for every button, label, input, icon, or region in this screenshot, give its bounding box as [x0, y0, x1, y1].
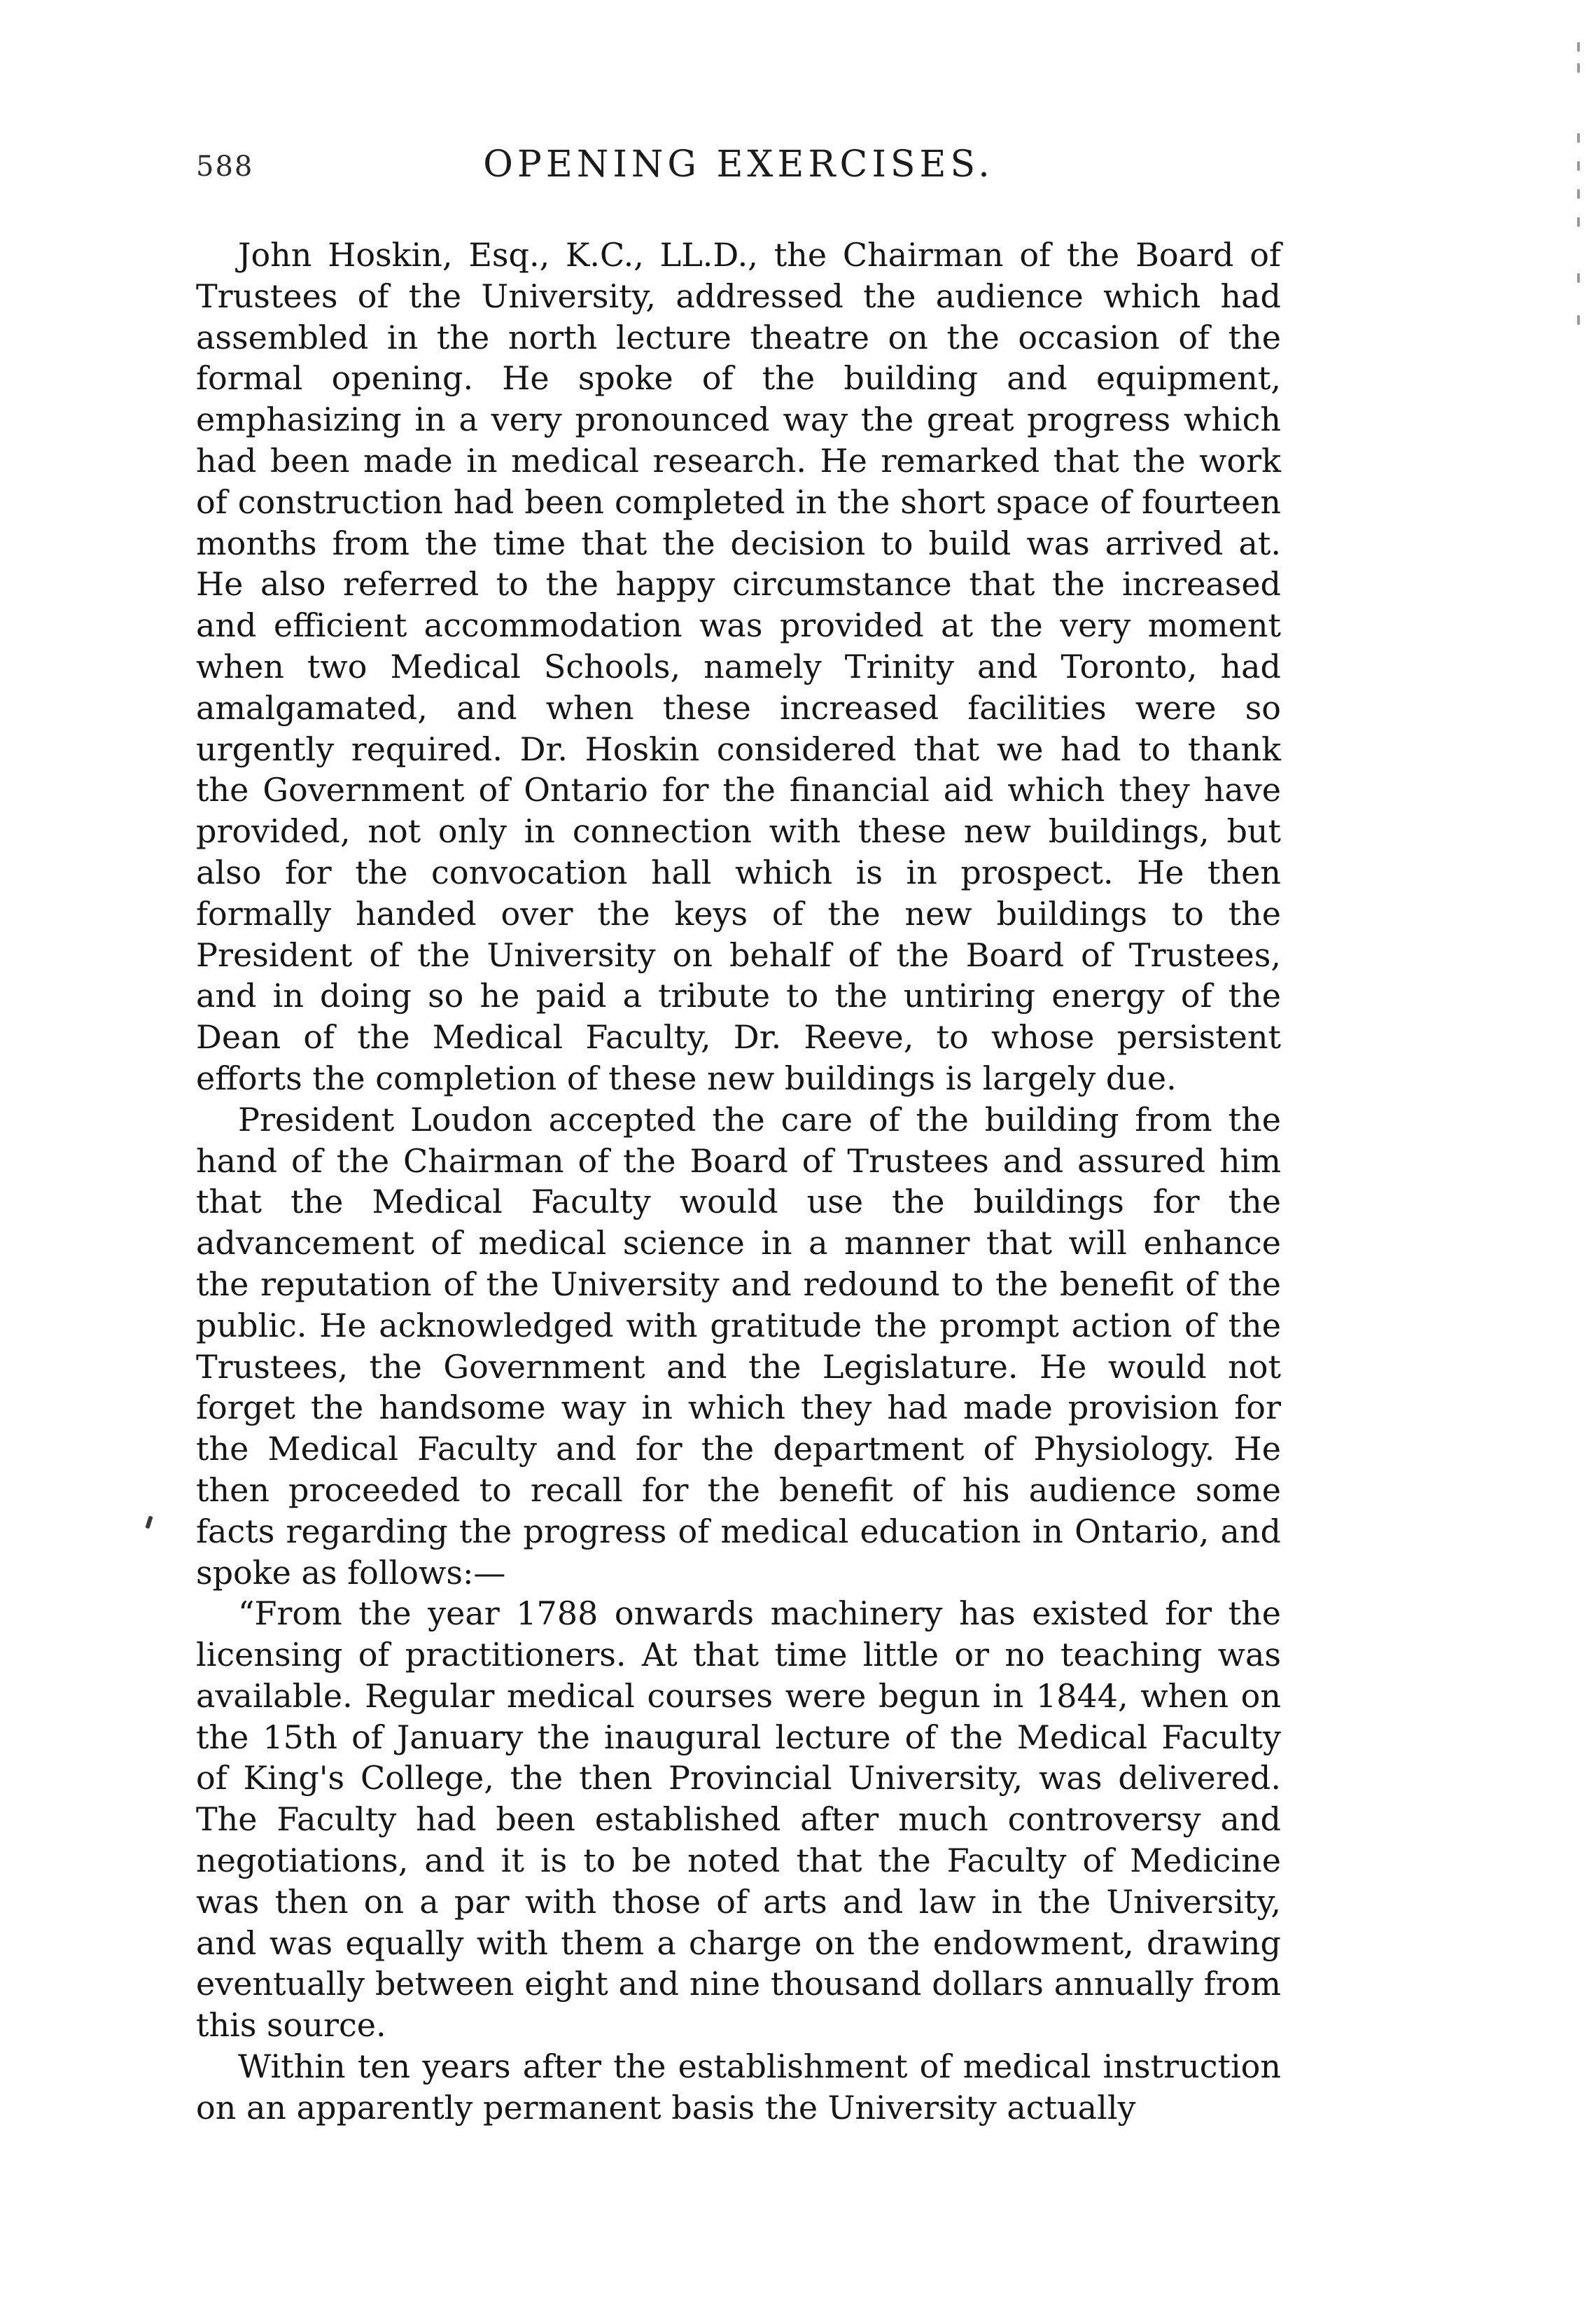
scan-edge-mark: [1577, 63, 1580, 73]
paragraph-loudon-response: President Loudon accepted the care of the building from the hand of the Chairman of the Board of Trustees and assured him that the Medical Faculty would use the buildings for the advancement of medical science in a manner that will enhance the reputation of the University and redound to the benefit of the public. He acknowledged with gratitude the prompt action of the Trustees, the Government and the Legislature. He would not forget the handsome way in which they had made provision for the Medical Faculty and for the department of Physiology. He then proceeded to recall for the benefit of his audience some facts regarding the progress of medical education in Ontario, and spoke as follows:—: [196, 1100, 1281, 1592]
body-text: [196, 235, 1281, 2129]
page-number: 588: [196, 151, 254, 183]
scan-edge-marks: [1572, 42, 1586, 336]
scan-edge-mark: [1577, 273, 1580, 283]
paragraph-ten-years: Within ten years after the establishment of medical instruction on an apparently permanent basis the University actually: [196, 2047, 1281, 2127]
scan-edge-mark: [1577, 315, 1580, 325]
paragraph-quotation: “From the year 1788 onwards machinery has existed for the licensing of practitioners. At that time little or no teaching was available. Regular medical courses were begun in 1844, when on the 15th of January the inaugural lecture of the Medical Faculty of King's College, the then Provincial University, was delivered. The Faculty had been established after much controversy and negotiations, and it is to be noted that the Faculty of Medicine was then on a par with those of arts and law in the University, and was equally with them a charge on the endowment, drawing eventually between eight and nine thousand dollars annually from this source.: [196, 1594, 1281, 2045]
running-head: OPENING EXERCISES.: [483, 144, 994, 186]
paragraph-hoskin-address: John Hoskin, Esq., K.C., LL.D., the Chairman of the Board of Trustees of the University, addressed the audience which had assembled in the north lecture theatre on the occasion of the formal opening. He spoke of the building and equipment, emphasizing in a very pronounced way the great progress which had been made in medical research. He remarked that the work of construction had been completed in the short space of fourteen months from the time that the decision to build was arrived at. He also referred to the happy circumstance that the increased and efficient accommodation was provided at the very moment when two Medical Schools, namely Trinity and Toronto, had amalgamated, and when these increased facilities were so urgently required. Dr. Hoskin considered that we had to thank the Government of Ontario for the financial aid which they have provided, not only in connection with these new buildings, but also for the convocation hall which is in prospect. He then formally handed over the keys of the new buildings to the President of the University on behalf of the Board of Trustees, and in doing so he paid a tribute to the untiring energy of the Dean of the Medical Faculty, Dr. Reeve, to whose persistent efforts the completion of these new buildings is largely due.: [196, 236, 1281, 1097]
scan-edge-mark: [1577, 42, 1580, 52]
scan-edge-mark: [1577, 133, 1580, 143]
margin-tick-mark: [145, 1516, 153, 1529]
scan-edge-mark: [1577, 161, 1580, 171]
page-header: [196, 144, 1281, 200]
scan-edge-mark: [1577, 217, 1580, 227]
scan-edge-mark: [1577, 189, 1580, 199]
